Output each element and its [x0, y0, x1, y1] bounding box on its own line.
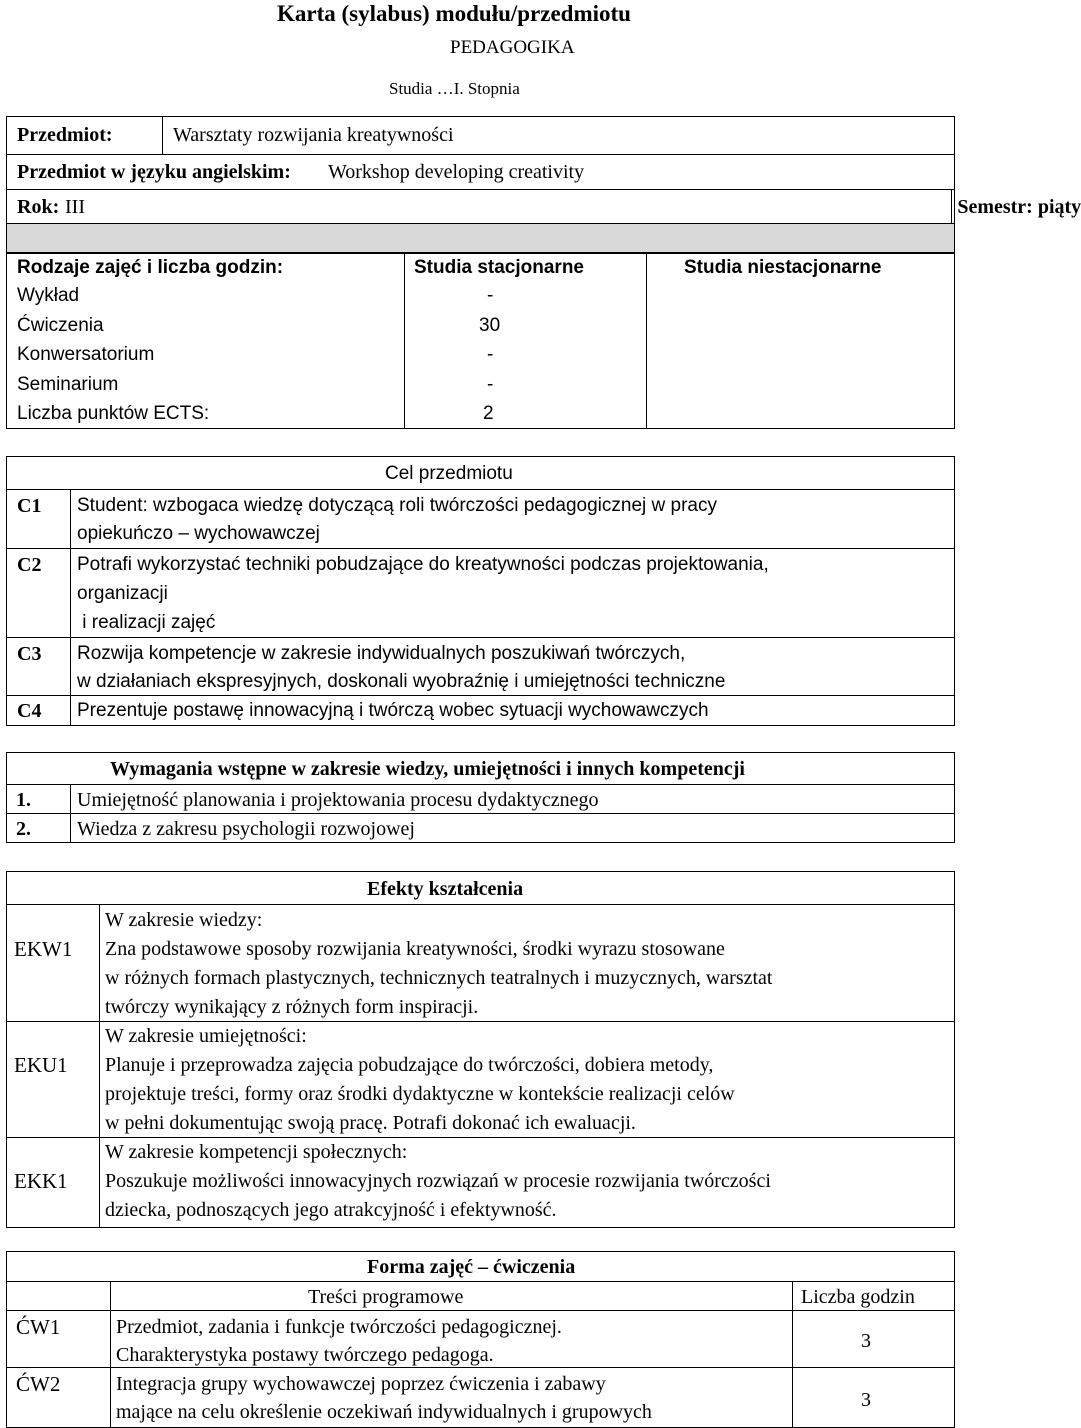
outcome-code: EKU1: [14, 1053, 68, 1077]
subject-label: Przedmiot:: [17, 124, 113, 146]
goal-line: w działaniach ekspresyjnych, doskonali wyobraźnię i umiejętności techniczne: [77, 671, 726, 692]
exercise-line: Integracja grupy wychowawczej poprzez ćwiczenia i zabawy: [116, 1373, 606, 1395]
requirement-text-cell: [71, 785, 955, 814]
exercise-content-cell: [111, 1311, 793, 1368]
exercise-content-cell: [111, 1368, 793, 1428]
content-column-header: Treści programowe: [308, 1286, 464, 1308]
exercise-line: Charakterystyka postawy twórczego pedagoga.: [116, 1344, 494, 1366]
requirements-table: [6, 752, 955, 843]
hours-column-header: Liczba godzin: [801, 1286, 915, 1308]
goal-line: opiekuńczo – wychowawczej: [77, 523, 320, 544]
outcome-heading: W zakresie wiedzy:: [105, 909, 263, 931]
exercise-code-cell: [7, 1368, 111, 1428]
subject-name-cell: [163, 117, 955, 155]
requirements-title: Wymagania wstępne w zakresie wiedzy, umiejętności i innych kompetencji: [110, 758, 745, 780]
hours-extramural-cell: [647, 253, 955, 429]
exercise-hours: 3: [861, 1330, 871, 1352]
hours-row-label: Liczba punktów ECTS:: [17, 403, 210, 424]
year-label: Rok:: [17, 196, 60, 218]
outcome-line: Poszukuje możliwości innowacyjnych rozwiązań w procesie rozwijania twórczości: [105, 1170, 771, 1192]
goal-code: C1: [17, 495, 42, 517]
exercise-hours: 3: [861, 1389, 871, 1411]
requirements-title-cell: [7, 753, 955, 785]
outcome-code-cell: [7, 905, 100, 1022]
outcome-heading: W zakresie kompetencji społecznych:: [105, 1141, 408, 1163]
exercise-hours-header-cell: [793, 1282, 955, 1311]
outcome-line: Planuje i przeprowadza zajęcia pobudzające do twórczości, dobiera metody,: [105, 1054, 714, 1076]
subject-name: Warsztaty rozwijania kreatywności: [173, 124, 454, 146]
stationary-value: 2: [483, 403, 494, 424]
exercise-code: ĆW2: [16, 1372, 61, 1396]
outcome-line: w pełni dokumentując swoją pracę. Potrafi dokonać ich ewaluacji.: [105, 1112, 636, 1134]
hours-row-label: Ćwiczenia: [17, 315, 104, 336]
document-title: Karta (sylabus) modułu/przedmiotu: [277, 1, 631, 26]
goal-text-cell: [71, 696, 955, 726]
goal-code-cell: [7, 549, 71, 638]
outcome-text-cell: [100, 905, 955, 1022]
goal-line: Prezentuje postawę innowacyjną i twórczą wobec sytuacji wychowawczych: [77, 700, 709, 721]
requirement-text-cell: [71, 814, 955, 843]
extramural-header: Studia niestacjonarne: [684, 257, 882, 278]
goals-table: [6, 456, 955, 726]
outcome-line: Zna podstawowe sposoby rozwijania kreatywności, środki wyrazu stosowane: [105, 938, 725, 960]
english-label: Przedmiot w języku angielskim:: [17, 161, 291, 183]
hours-row-label: Konwersatorium: [17, 344, 155, 365]
outcome-heading: W zakresie umiejętności:: [105, 1025, 307, 1047]
outcome-line: twórczy wynikający z różnych form inspiracji.: [105, 996, 479, 1018]
english-name: Workshop developing creativity: [328, 161, 585, 183]
exercise-code: ĆW1: [16, 1315, 61, 1339]
exercises-table: [6, 1251, 955, 1428]
subject-table: [6, 116, 1081, 254]
exercise-line: Przedmiot, zadania i funkcje twórczości pedagogicznej.: [116, 1316, 562, 1338]
goal-line: Rozwija kompetencje w zakresie indywidualnych poszukiwań twórczych,: [77, 643, 686, 664]
year-value: III: [65, 196, 85, 218]
goal-text-cell: [71, 490, 955, 549]
goals-title-cell: [7, 457, 955, 490]
goal-code: C3: [17, 643, 42, 665]
outcome-line: projektuje treści, formy oraz środki dydaktyczne w kontekście realizacji celów: [105, 1083, 735, 1105]
exercise-line: mające na celu określenie oczekiwań indywidualnych i grupowych: [116, 1401, 652, 1423]
goal-code: C4: [17, 700, 42, 722]
outcome-code: EKK1: [14, 1169, 68, 1193]
outcome-code: EKW1: [14, 937, 73, 961]
hours-header-label: Rodzaje zajęć i liczba godzin:: [17, 257, 284, 278]
stationary-value: 30: [479, 315, 501, 336]
outcome-line: dziecka, podnoszących jego atrakcyjność i efektywność.: [105, 1199, 557, 1221]
hours-left-cell: [7, 253, 405, 429]
goal-code: C2: [17, 554, 42, 576]
exercise-hours-cell: [793, 1368, 955, 1428]
outcomes-table: [6, 871, 955, 1228]
stationary-value: -: [487, 285, 494, 306]
hours-row-label: Wykład: [17, 285, 80, 306]
stationary-value: -: [487, 344, 494, 365]
year-cell: [7, 190, 952, 224]
outcome-code-cell: [7, 1022, 100, 1138]
requirement-text: Wiedza z zakresu psychologii rozwojowej: [77, 818, 415, 840]
hours-row-label: Seminarium: [17, 374, 119, 395]
goal-text-cell: [71, 549, 955, 638]
stationary-header: Studia stacjonarne: [414, 257, 584, 278]
goal-line: i realizacji zajęć: [77, 612, 216, 633]
outcome-text-cell: [100, 1138, 955, 1228]
outcomes-title: Efekty kształcenia: [367, 878, 524, 900]
outcome-code-cell: [7, 1138, 100, 1228]
hours-table: [6, 252, 955, 429]
goal-text-cell: [71, 638, 955, 696]
requirement-code: 2.: [16, 818, 31, 840]
goal-line: organizacji: [77, 583, 168, 604]
outcomes-title-cell: [7, 872, 955, 905]
field-of-study: PEDAGOGIKA: [450, 37, 575, 58]
exercise-code-cell: [7, 1311, 111, 1368]
goal-line: Potrafi wykorzystać techniki pobudzające do kreatywności podczas projektowania,: [77, 554, 769, 575]
english-name-cell: [7, 155, 955, 190]
goal-line: Student: wzbogaca wiedzę dotyczącą roli twórczości pedagogicznej w pracy: [77, 495, 717, 516]
hours-stationary-cell: [405, 253, 647, 429]
outcome-line: w różnych formach plastycznych, technicznych teatralnych i muzycznych, warsztat: [105, 967, 773, 989]
requirement-code: 1.: [16, 789, 31, 811]
subject-label-cell: [7, 117, 163, 155]
goal-code-cell: [7, 638, 71, 696]
semester-label: Semestr: piąty: [957, 196, 1081, 218]
requirement-code-cell: [7, 814, 71, 843]
study-level: Studia …I. Stopnia: [389, 79, 520, 98]
goal-code-cell: [7, 490, 71, 549]
gray-separator: [7, 224, 955, 254]
goal-code-cell: [7, 696, 71, 726]
exercise-content-header-cell: [111, 1282, 793, 1311]
outcome-text-cell: [100, 1022, 955, 1138]
exercises-title: Forma zajęć – ćwiczenia: [367, 1256, 576, 1278]
requirement-code-cell: [7, 785, 71, 814]
requirement-text: Umiejętność planowania i projektowania procesu dydaktycznego: [77, 789, 599, 811]
semester-cell: [952, 190, 1081, 224]
stationary-value: -: [487, 374, 494, 395]
exercise-hours-cell: [793, 1311, 955, 1368]
goals-title: Cel przedmiotu: [385, 463, 513, 484]
exercise-code-header-cell: [7, 1282, 111, 1311]
exercises-title-cell: [7, 1252, 955, 1282]
